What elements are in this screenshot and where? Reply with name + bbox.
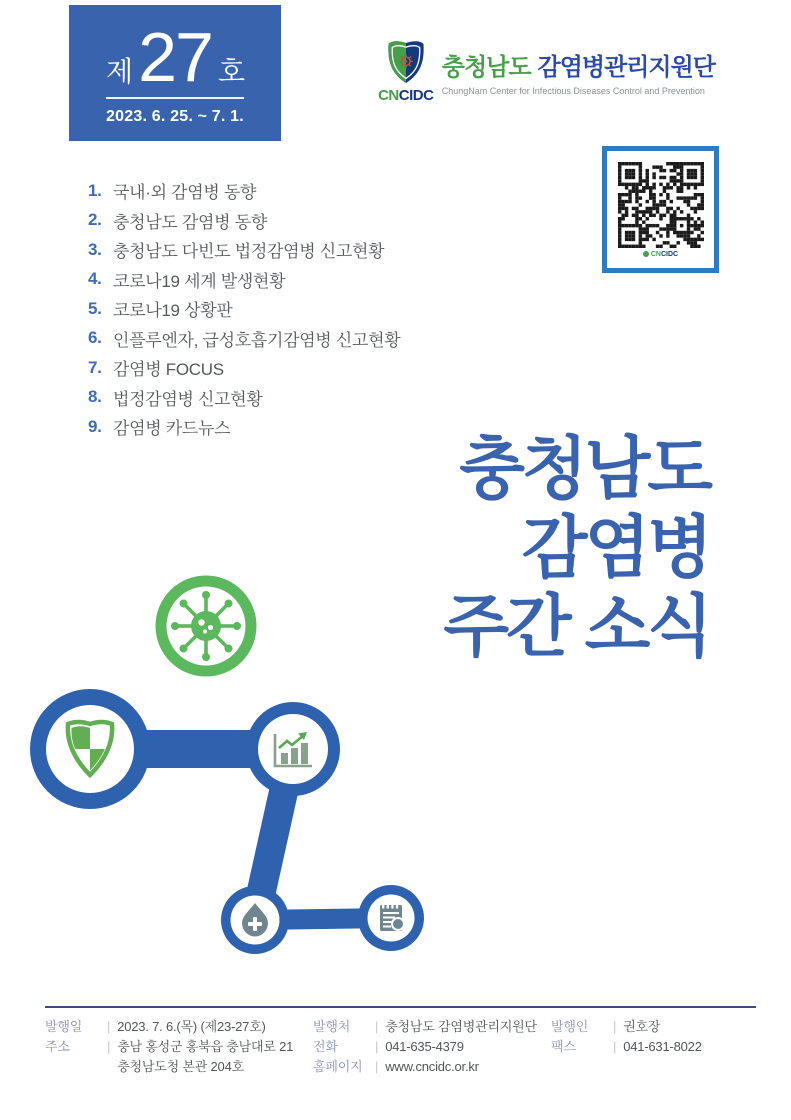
toc-item-label: 법정감염병 신고현황 <box>113 389 263 409</box>
main-title <box>443 430 710 667</box>
org-name: 감염병관리지원단 <box>537 54 715 81</box>
org-title <box>442 47 715 82</box>
qr-code-box <box>602 146 719 273</box>
toc-item-number: 2. <box>88 210 102 230</box>
issue-box <box>69 5 281 141</box>
qr-code <box>618 162 704 248</box>
footer-value: 041-631-8022 <box>623 1039 702 1054</box>
footer-label: 발행처 <box>313 1019 351 1034</box>
qr-caption-green: CN <box>650 250 661 258</box>
toc-item <box>88 176 400 206</box>
footer-separator: | <box>375 1059 379 1074</box>
shield-check-icon <box>30 689 150 809</box>
qr-caption-navy: CIDC <box>661 250 679 258</box>
toc-item-number: 4. <box>88 269 102 289</box>
toc-item-label: 코로나19 상황판 <box>113 301 233 321</box>
toc-item-number: 1. <box>88 180 102 200</box>
footer-value: 충남 홍성군 홍북읍 충남대로 21 <box>117 1039 294 1054</box>
issue-divider <box>106 97 244 99</box>
toc-item <box>88 324 400 354</box>
footer-row <box>313 1037 551 1057</box>
toc-item <box>88 412 400 442</box>
medical-drop-icon <box>221 886 289 954</box>
footer-separator: | <box>107 1039 111 1054</box>
toc-item-label: 충청남도 감염병 동향 <box>113 212 267 232</box>
org-title-block <box>442 40 715 96</box>
shield-virus-icon <box>386 40 426 86</box>
footer-value: 충청남도청 본관 204호 <box>117 1059 244 1074</box>
toc-item-label: 국내·외 감염병 동향 <box>113 183 257 203</box>
footer-row <box>551 1037 756 1057</box>
footer-value: 권호장 <box>623 1019 661 1034</box>
main-title-line-3: 주간 소식 <box>443 589 710 665</box>
footer-label: 팩스 <box>551 1039 576 1054</box>
footer-row <box>45 1057 313 1077</box>
footer-column-contact <box>551 1017 756 1077</box>
toc-item <box>88 206 400 236</box>
toc-item-number: 5. <box>88 298 102 318</box>
footer-label: 전화 <box>313 1039 338 1054</box>
footer-website-link[interactable]: www.cncidc.or.kr <box>385 1059 479 1074</box>
footer-row <box>45 1037 313 1057</box>
footer-column-publisher <box>313 1017 551 1077</box>
org-english-subtitle: ChungNam Center for Infectious Diseases Control and Prevention <box>441 86 705 96</box>
org-region: 충청남도 <box>441 54 531 81</box>
org-logo-mark <box>380 40 432 104</box>
footer-label: 홈페이지 <box>313 1059 363 1074</box>
footer-label: 주소 <box>45 1039 70 1054</box>
toc-item-label: 코로나19 세계 발생현황 <box>113 271 286 291</box>
toc-item <box>88 265 400 295</box>
toc-item-number: 3. <box>88 239 102 259</box>
footer <box>45 1006 756 1077</box>
footer-row <box>313 1057 551 1077</box>
footer-separator: | <box>107 1019 111 1034</box>
qr-caption <box>643 251 678 258</box>
footer-row <box>45 1017 313 1037</box>
footer-value: 충청남도 감염병관리지원단 <box>385 1019 537 1034</box>
virus-icon <box>150 570 262 682</box>
org-logo <box>380 40 715 104</box>
footer-row <box>551 1017 756 1037</box>
issue-number: 27 <box>138 17 212 96</box>
growth-chart-icon <box>246 702 340 796</box>
org-acronym-navy: CIDC <box>398 87 434 104</box>
toc-item-label: 감염병 FOCUS <box>113 360 224 380</box>
qr-logo-dot-icon <box>643 251 649 257</box>
toc-item-label: 충청남도 다빈도 법정감염병 신고현황 <box>113 242 385 262</box>
toc-item-number: 9. <box>88 416 102 436</box>
org-acronym <box>378 87 433 104</box>
toc-item <box>88 235 400 265</box>
toc-item-label: 감염병 카드뉴스 <box>113 419 231 439</box>
issue-prefix: 제 <box>106 55 133 87</box>
footer-column-publication <box>45 1017 313 1077</box>
main-title-line-1: 충청남도 <box>459 431 710 507</box>
toc-item-number: 6. <box>88 328 102 348</box>
footer-separator: | <box>613 1039 617 1054</box>
toc-item-label: 인플루엔자, 급성호흡기감염병 신고현황 <box>113 330 401 350</box>
footer-value: 2023. 7. 6.(목) (제23-27호) <box>117 1019 266 1034</box>
footer-row <box>313 1017 551 1037</box>
toc-item-number: 7. <box>88 357 102 377</box>
footer-separator: | <box>613 1019 617 1034</box>
footer-separator: | <box>375 1039 379 1054</box>
footer-label: 발행인 <box>551 1019 589 1034</box>
issue-date-range: 2023. 6. 25. ~ 7. 1. <box>106 107 244 125</box>
contents-list <box>88 176 400 442</box>
issue-number-line <box>106 17 244 96</box>
footer-label: 발행일 <box>45 1019 83 1034</box>
toc-item <box>88 383 400 413</box>
org-acronym-green: CN <box>378 87 399 104</box>
footer-value: 041-635-4379 <box>385 1039 464 1054</box>
main-title-line-2: 감염병 <box>521 510 710 586</box>
toc-item <box>88 294 400 324</box>
issue-suffix: 호 <box>217 55 244 87</box>
toc-item-number: 8. <box>88 387 102 407</box>
report-magnifier-icon <box>358 885 424 951</box>
toc-item <box>88 353 400 383</box>
footer-separator: | <box>375 1019 379 1034</box>
molecule-graphic <box>10 668 450 968</box>
